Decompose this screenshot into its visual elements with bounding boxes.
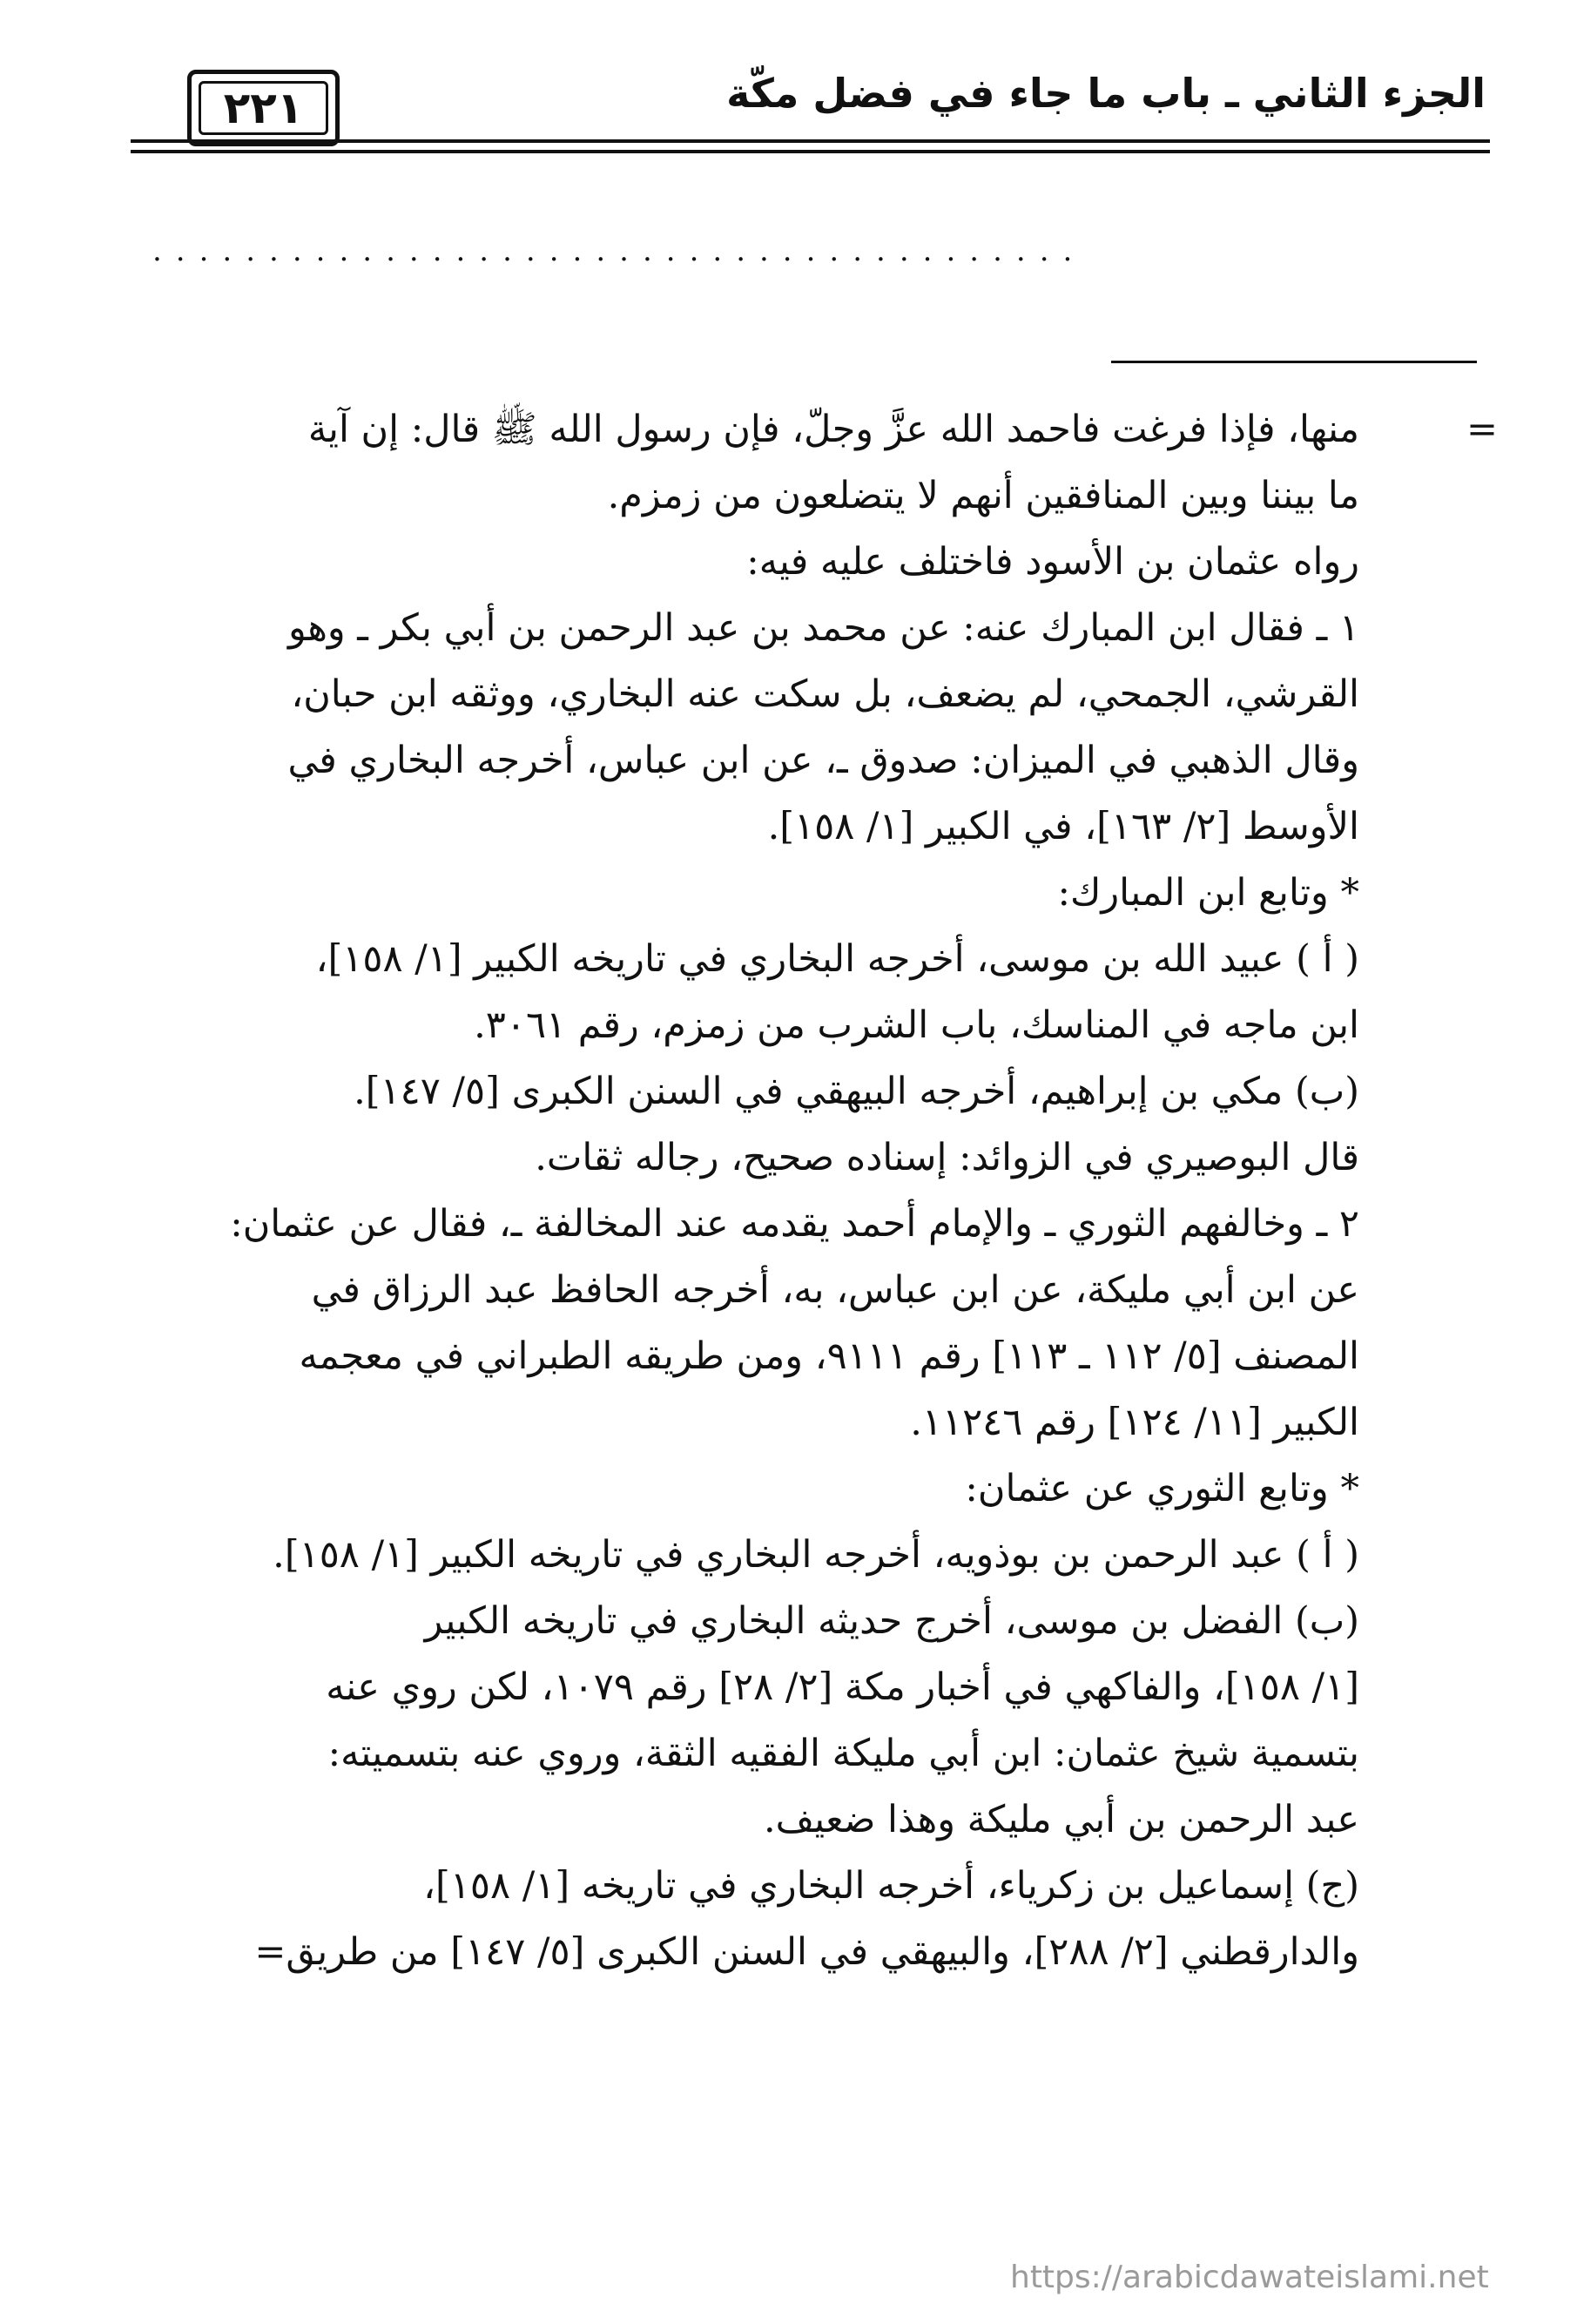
page-number-frame xyxy=(187,70,340,146)
text-line: ما بيننا وبين المنافقين أنهم لا يتضلعون من زمزم. xyxy=(607,474,1359,517)
watermark-url: https://arabicdawateislami.net xyxy=(1010,2260,1489,2295)
text-line: المصنف [٥/ ١١٢ ـ ١١٣] رقم ٩١١١، ومن طريقه الطبراني في معجمه xyxy=(299,1334,1359,1378)
header-rule-bottom xyxy=(131,150,1490,153)
text-line: * وتابع الثوري عن عثمان: xyxy=(965,1467,1359,1510)
text-line: (ب) مكي بن إبراهيم، أخرجه البيهقي في السنن الكبرى [٥/ ١٤٧]. xyxy=(354,1070,1359,1113)
text-line: [١/ ١٥٨]، والفاكهي في أخبار مكة [٢/ ٢٨] رقم ١٠٧٩، لكن روي عنه xyxy=(326,1665,1359,1709)
text-line: والدارقطني [٢/ ٢٨٨]، والبيهقي في السنن الكبرى [٥/ ١٤٧] من طريق= xyxy=(254,1930,1359,1974)
text-line: قال البوصيري في الزوائد: إسناده صحيح، رجاله ثقات. xyxy=(535,1136,1359,1179)
text-line: الكبير [١١/ ١٢٤] رقم ١١٢٤٦. xyxy=(910,1401,1359,1444)
text-line: منها، فإذا فرغت فاحمد الله عزَّ وجلّ، فإن رسول الله ﷺ قال: إن آية xyxy=(307,408,1359,451)
text-line: الأوسط [٢/ ١٦٣]، في الكبير [١/ ١٥٨]. xyxy=(767,805,1359,848)
text-line: بتسمية شيخ عثمان: ابن أبي مليكة الفقيه الثقة، وروي عنه بتسميته: xyxy=(327,1732,1359,1775)
separator-dots: ........................................ xyxy=(152,233,1087,268)
footnote-rule xyxy=(1111,361,1477,363)
text-line: ( أ ) عبد الرحمن بن بوذويه، أخرجه البخاري في تاريخه الكبير [١/ ١٥٨]. xyxy=(273,1533,1359,1577)
text-line: رواه عثمان بن الأسود فاختلف عليه فيه: xyxy=(746,540,1359,584)
continuation-mark: = xyxy=(1466,408,1499,451)
page-number: ٢٢١ xyxy=(199,81,328,135)
text-line: ( أ ) عبيد الله بن موسى، أخرجه البخاري في تاريخه الكبير [١/ ١٥٨]، xyxy=(315,937,1359,981)
text-line: عن ابن أبي مليكة، عن ابن عباس، به، أخرجه الحافظ عبد الرزاق في xyxy=(311,1268,1359,1312)
text-line: عبد الرحمن بن أبي مليكة وهذا ضعيف. xyxy=(763,1798,1359,1841)
text-line: وقال الذهبي في الميزان: صدوق ـ، عن ابن عباس، أخرجه البخاري في xyxy=(287,739,1359,782)
text-line: القرشي، الجمحي، لم يضعف، بل سكت عنه البخاري، ووثقه ابن حبان، xyxy=(291,672,1359,716)
text-line: (ج) إسماعيل بن زكرياء، أخرجه البخاري في تاريخه [١/ ١٥٨]، xyxy=(423,1864,1359,1908)
text-line: * وتابع ابن المبارك: xyxy=(1057,871,1359,915)
text-line: ٢ ـ وخالفهم الثوري ـ والإمام أحمد يقدمه عند المخالفة ـ، فقال عن عثمان: xyxy=(230,1202,1359,1246)
text-line: (ب) الفضل بن موسى، أخرج حديثه البخاري في تاريخه الكبير xyxy=(424,1599,1359,1643)
text-line: ١ ـ فقال ابن المبارك عنه: عن محمد بن عبد الرحمن بن أبي بكر ـ وهو xyxy=(287,606,1359,650)
text-line: ابن ماجه في المناسك، باب الشرب من زمزم، رقم ٣٠٦١. xyxy=(474,1003,1359,1047)
footnote-text xyxy=(131,396,1359,1985)
running-header-title: الجزء الثاني ـ باب ما جاء في فضل مكّة xyxy=(726,70,1486,117)
